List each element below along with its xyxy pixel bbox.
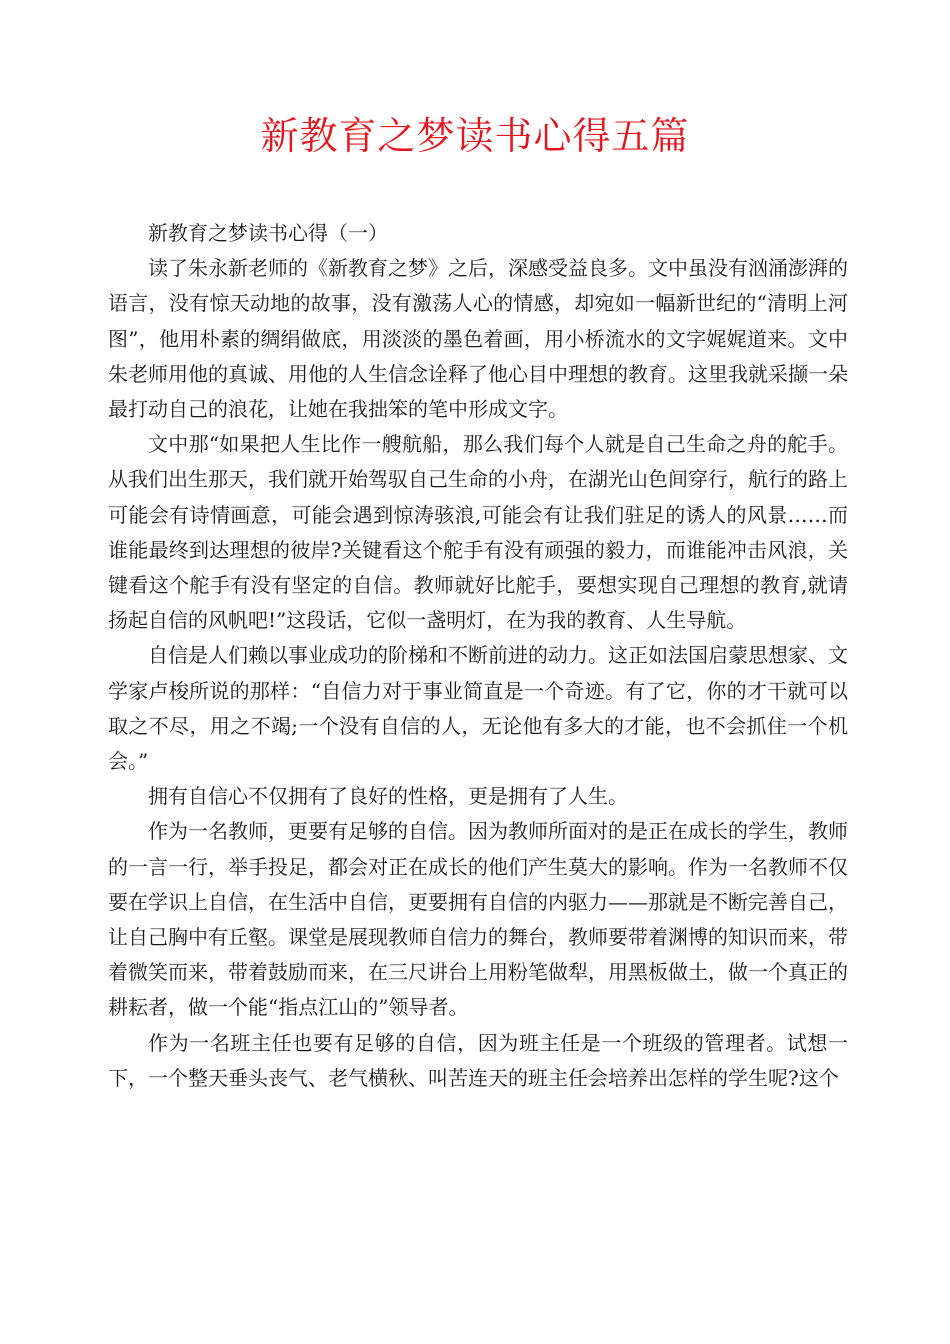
paragraph: 拥有自信心不仅拥有了良好的性格，更是拥有了人生。 [148, 784, 628, 809]
paragraph: 作为一名班主任也要有足够的自信，因为班主任是一个班级的管理者。试想一下，一个整天垂头丧气、老气横秋、叫苦连天的班主任会培养出怎样的学生呢?这个 [108, 1030, 848, 1090]
section-heading: 新教育之梦读书心得（一） [148, 221, 388, 245]
paragraph: 读了朱永新老师的《新教育之梦》之后，深感受益良多。文中虽没有汹涌澎湃的语言，没有惊天动地的故事，没有激荡人心的情感，却宛如一幅新世纪的“清明上河图”，他用朴素的绸绢做底，用淡淡的墨色着画，用小桥流水的文字娓娓道来。文中朱老师用他的真诚、用他的人生信念诠释了他心目中理想的教育。这里我就采撷一朵最打动自己的浪花，让她在我拙笨的笔中形成文字。 [108, 256, 848, 422]
document-body [108, 216, 848, 1096]
paragraph: 作为一名教师，更要有足够的自信。因为教师所面对的是正在成长的学生，教师的一言一行，举手投足，都会对正在成长的他们产生莫大的影响。作为一名教师不仅要在学识上自信，在生活中自信，更要拥有自信的内驱力——那就是不断完善自己，让自己胸中有丘壑。课堂是展现教师自信力的舞台，教师要带着渊博的知识而来，带着微笑而来，带着鼓励而来，在三尺讲台上用粉笔做犁，用黑板做土，做一个真正的耕耘者，做一个能“指点江山的”领导者。 [108, 819, 848, 1020]
document-title: 新教育之梦读书心得五篇 [260, 114, 690, 158]
paragraph: 文中那“如果把人生比作一艘航船，那么我们每个人就是自己生命之舟的舵手。从我们出生那天，我们就开始驾驭自己生命的小舟，在湖光山色间穿行，航行的路上可能会有诗情画意，可能会遇到惊涛骇浪,可能会有让我们驻足的诱人的风景……而谁能最终到达理想的彼岸?关键看这个舵手有没有顽强的毅力，而谁能冲击风浪，关键看这个舵手有没有坚定的自信。教师就好比舵手，要想实现自己理想的教育,就请扬起自信的风帆吧!”这段话，它似一盏明灯，在为我的教育、人生导航。 [108, 432, 848, 633]
paragraph: 自信是人们赖以事业成功的阶梯和不断前进的动力。这正如法国启蒙思想家、文学家卢梭所说的那样：“自信力对于事业简直是一个奇迹。有了它，你的才干就可以取之不尽，用之不竭;一个没有自信的人，无论他有多大的才能，也不会抓住一个机会。” [108, 643, 848, 774]
